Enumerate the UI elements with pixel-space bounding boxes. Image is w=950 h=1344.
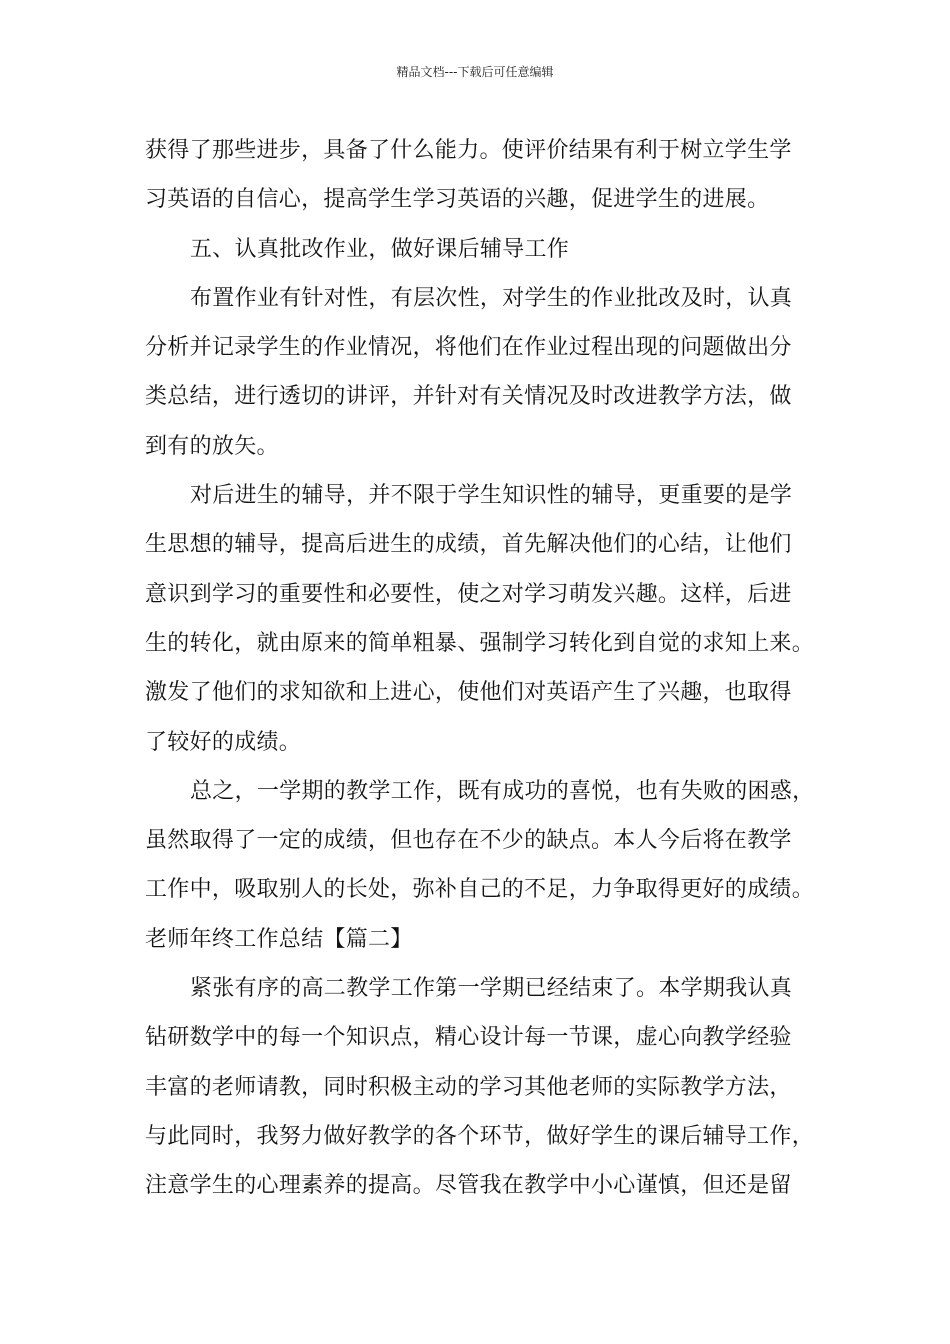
text-line: 与此同时，我努力做好教学的各个环节，做好学生的课后辅导工作， — [145, 1123, 815, 1149]
text-line: 布置作业有针对性，有层次性，对学生的作业批改及时，认真 — [190, 285, 793, 311]
text-line: 注意学生的心理素养的提高。尽管我在教学中小心谨慎，但还是留 — [145, 1173, 792, 1199]
text-line: 工作中，吸取别人的长处，弥补自己的不足，力争取得更好的成绩。 — [145, 877, 815, 903]
text-line: 总之，一学期的教学工作，既有成功的喜悦，也有失败的困惑， — [190, 778, 815, 804]
document-body — [145, 126, 835, 1211]
text-line: 激发了他们的求知欲和上进心，使他们对英语产生了兴趣，也取得 — [145, 680, 792, 706]
text-line: 生的转化，就由原来的简单粗暴、强制学习转化到自觉的求知上来。 — [145, 630, 815, 656]
text-line: 到有的放矢。 — [145, 433, 279, 459]
text-line: 类总结，进行透切的讲评，并针对有关情况及时改进教学方法，做 — [145, 384, 792, 410]
text-line: 获得了那些进步，具备了什么能力。使评价结果有利于树立学生学 — [145, 138, 792, 163]
text-line: 对后进生的辅导，并不限于学生知识性的辅导，更重要的是学 — [190, 483, 793, 509]
text-line: 钻研数学中的每一个知识点，精心设计每一节课，虚心向教学经验 — [145, 1025, 792, 1051]
text-line: 分析并记录学生的作业情况，将他们在作业过程出现的问题做出分 — [145, 335, 792, 361]
text-line: 虽然取得了一定的成绩，但也存在不少的缺点。本人今后将在教学 — [145, 828, 792, 854]
text-line: 了较好的成绩。 — [145, 729, 302, 755]
page-header: 精品文档---下载后可任意编辑 — [396, 65, 554, 79]
text-line: 习英语的自信心，提高学生学习英语的兴趣，促进学生的进展。 — [145, 187, 770, 213]
text-line: 紧张有序的高二教学工作第一学期已经结束了。本学期我认真 — [190, 976, 793, 1002]
text-line: 意识到学习的重要性和必要性，使之对学习萌发兴趣。这样，后进 — [145, 581, 792, 607]
text-line: 丰富的老师请教，同时积极主动的学习其他老师的实际教学方法， — [145, 1074, 792, 1100]
section-heading: 五、认真批改作业，做好课后辅导工作 — [190, 236, 570, 262]
article-title: 老师年终工作总结【篇二】 — [145, 926, 413, 952]
text-line: 生思想的辅导，提高后进生的成绩，首先解决他们的心结，让他们 — [145, 532, 792, 558]
